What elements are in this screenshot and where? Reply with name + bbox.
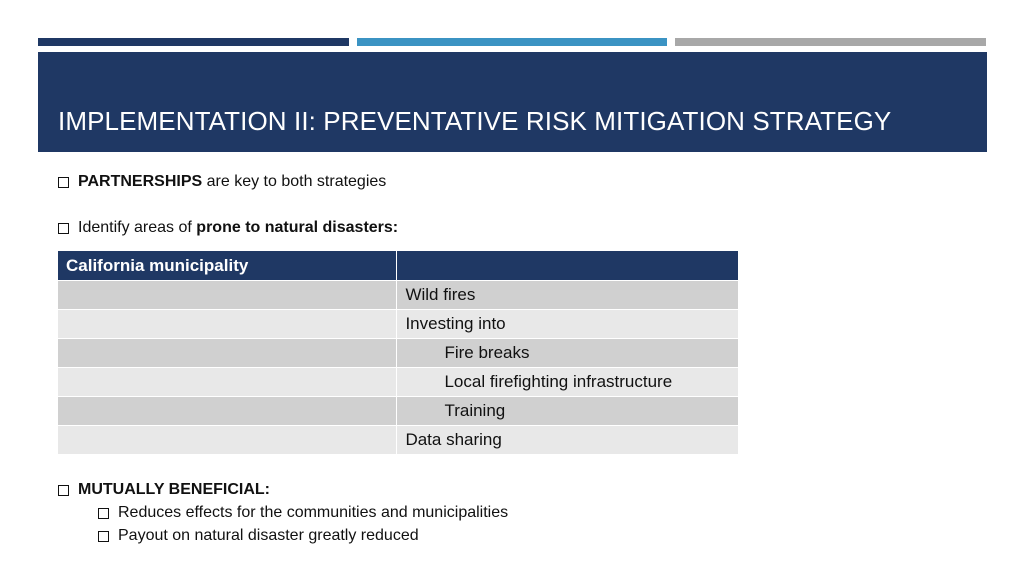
checkbox-bullet-icon [58, 177, 69, 188]
bullet-identify [58, 218, 398, 238]
table-cell: Local firefighting infrastructure [397, 368, 739, 397]
table-cell [58, 281, 397, 310]
table-header-row [58, 251, 739, 281]
bullet-mutually-beneficial [58, 480, 270, 500]
top-bar-blue [357, 38, 667, 46]
table-header-cell [397, 251, 739, 281]
table-cell [58, 426, 397, 455]
table-cell: Data sharing [397, 426, 739, 455]
bullet-partnerships [58, 172, 386, 192]
table-row [58, 368, 739, 397]
table-cell [58, 339, 397, 368]
partnerships-bold: PARTNERSHIPS [78, 173, 203, 190]
sub-bullet-payout [98, 526, 419, 546]
slide-title: IMPLEMENTATION II: PREVENTATIVE RISK MITIGATION STRATEGY [58, 106, 892, 136]
table-cell: Fire breaks [397, 339, 739, 368]
table-cell [58, 397, 397, 426]
partnerships-text: are key to both strategies [206, 173, 387, 190]
table-row [58, 397, 739, 426]
sub-bullet-text: Payout on natural disaster greatly reduced [118, 527, 419, 544]
mutual-bold: MUTUALLY BENEFICIAL: [78, 481, 270, 498]
sub-bullet-text: Reduces effects for the communities and municipalities [118, 504, 509, 521]
table-row [58, 281, 739, 310]
table-cell [58, 368, 397, 397]
table-header-cell: California municipality [58, 251, 397, 281]
title-banner [38, 52, 987, 152]
table-row [58, 310, 739, 339]
checkbox-bullet-icon [58, 223, 69, 234]
checkbox-bullet-icon [98, 531, 109, 542]
top-bar-navy [38, 38, 349, 46]
identify-text: Identify areas of [78, 219, 192, 236]
identify-bold: prone to natural disasters: [196, 219, 399, 236]
table-row [58, 426, 739, 455]
top-bar-gray [675, 38, 986, 46]
table-cell: Wild fires [397, 281, 739, 310]
checkbox-bullet-icon [58, 485, 69, 496]
table-cell [58, 310, 397, 339]
sub-bullet-reduces-effects [98, 503, 508, 523]
checkbox-bullet-icon [98, 508, 109, 519]
table-row [58, 339, 739, 368]
table-cell: Training [397, 397, 739, 426]
municipality-table [57, 250, 739, 455]
table-cell: Investing into [397, 310, 739, 339]
